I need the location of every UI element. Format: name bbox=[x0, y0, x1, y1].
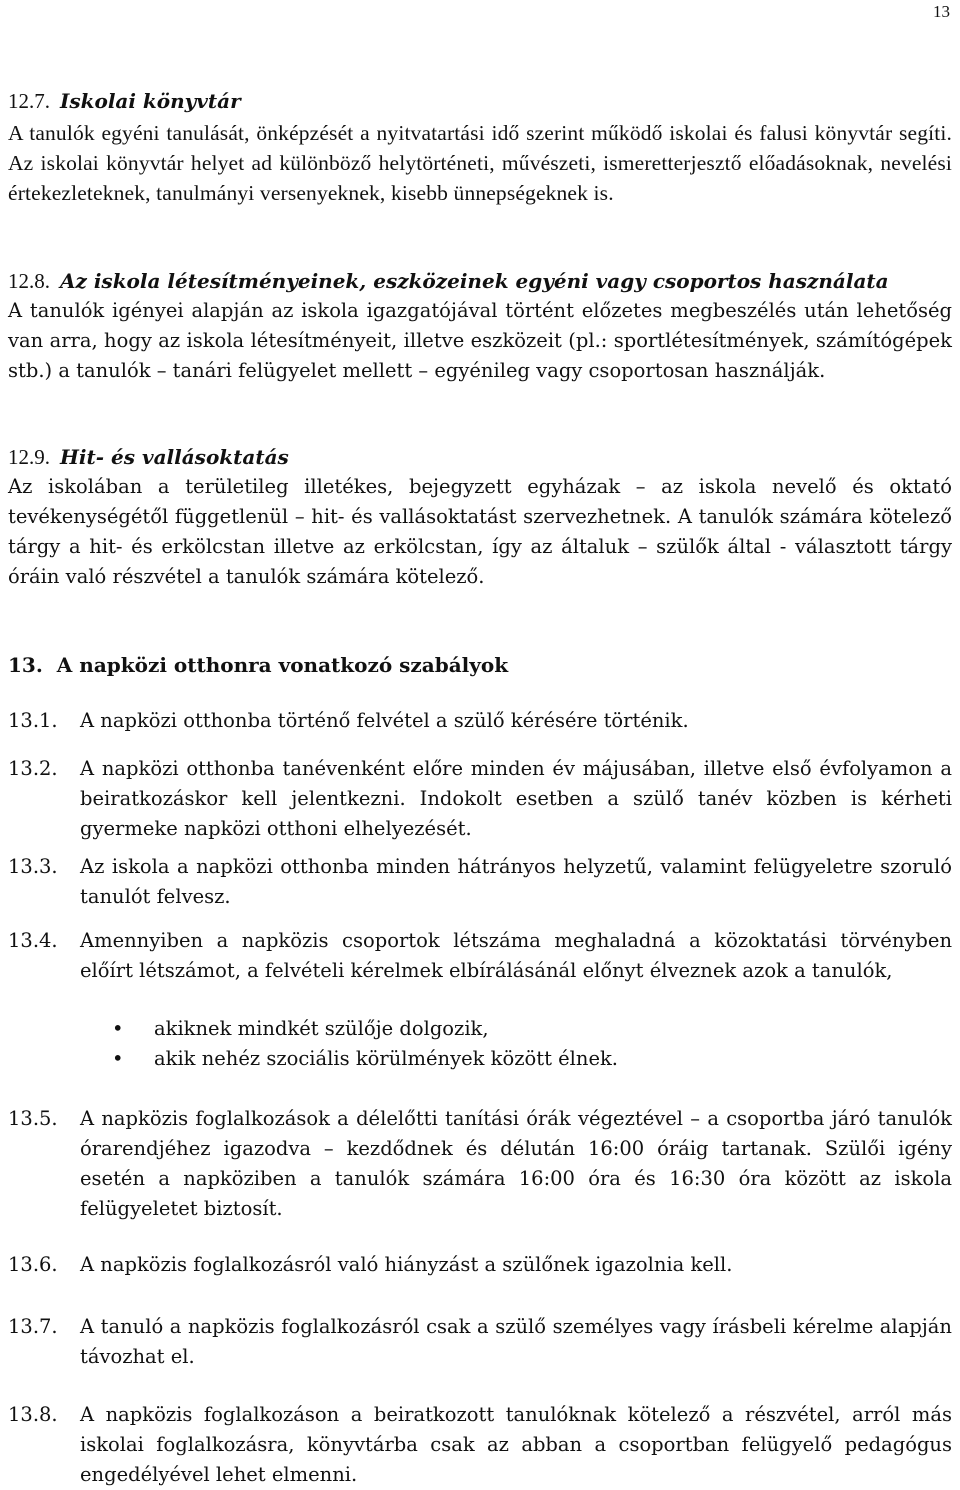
item-number: 13.8. bbox=[8, 1403, 58, 1426]
section-12-9-body: Az iskolában a területileg illetékes, bejegyzett egyházak – az iskola nevelő és oktató tevékenységétől függetlenül – hit- és vallásoktatást szervezhetnek. A tanulók számára kötelező tárgy a hit- és erkölcstan illetve az erkölcstan, így az általuk – szülők által - választott tárgy óráin való részvétel a tanulók számára kötelező. bbox=[8, 475, 952, 588]
list-item bbox=[8, 706, 952, 736]
section-12-8-body: A tanulók igényei alapján az iskola igazgatójával történt előzetes megbeszélés után lehetőség van arra, hogy az iskola létesítményeit, illetve eszközeit (pl.: sportlétesítmények, számítógépek stb.) a tanulók – tanári felügyelet mellett – egyénileg vagy csoportosan használják. bbox=[8, 299, 952, 382]
section-12-7-body: A tanulók egyéni tanulását, önképzését a nyitvatartási idő szerint működő iskolai és falusi könyvtár segíti. Az iskolai könyvtár helyet ad különböző helytörténeti, művészeti, ismeretterjesztő előadásoknak, nevelési értekezleteknek, tanulmányi versenyeknek, kisebb ünnepségeknek is. bbox=[8, 121, 952, 205]
section-number: 12.8. bbox=[8, 269, 50, 293]
section-title: Hit- és vallásoktatás bbox=[60, 445, 289, 469]
list-item bbox=[8, 926, 952, 986]
bullet-item bbox=[112, 1014, 952, 1044]
section-13-heading bbox=[8, 650, 952, 680]
item-text: A napközi otthonba tanévenként előre minden év májusában, illetve első évfolyamon a beiratkozáskor kell jelentkezni. Indokolt esetben a szülő tanév közben is kérheti gyermeke napközi otthoni elhelyezését. bbox=[80, 757, 952, 840]
bullet-item bbox=[112, 1044, 952, 1074]
list-item bbox=[8, 1400, 952, 1490]
list-item bbox=[8, 852, 952, 912]
bullet-icon: • bbox=[112, 1047, 124, 1070]
item-text: A napközis foglalkozásról való hiányzást a szülőnek igazolnia kell. bbox=[80, 1253, 733, 1276]
item-number: 13.4. bbox=[8, 929, 58, 952]
item-text: A napközi otthonba történő felvétel a szülő kérésére történik. bbox=[80, 709, 689, 732]
section-12-9-heading bbox=[8, 442, 952, 472]
item-text: A napközis foglalkozáson a beiratkozott tanulóknak kötelező a részvétel, arról más iskolai foglalkozásra, könyvtárba csak az abban a csoportban felügyelő pedagógus engedélyével lehet elmenni. bbox=[80, 1403, 952, 1486]
item-number: 13.6. bbox=[8, 1253, 58, 1276]
item-number: 13.5. bbox=[8, 1107, 58, 1130]
section-title: Iskolai könyvtár bbox=[60, 89, 241, 113]
item-text: A tanuló a napközis foglalkozásról csak a szülő személyes vagy írásbeli kérelme alapján távozhat el. bbox=[80, 1315, 952, 1368]
list-item bbox=[8, 1312, 952, 1372]
list-item bbox=[8, 1250, 952, 1280]
section-12-7-heading bbox=[8, 86, 952, 116]
item-number: 13.3. bbox=[8, 855, 58, 878]
item-text: Amennyiben a napközis csoportok létszáma meghaladná a közoktatási törvényben előírt létszámot, a felvételi kérelmek elbírálásánál előnyt élveznek azok a tanulók, bbox=[80, 929, 952, 982]
section-number: 12.7. bbox=[8, 89, 50, 113]
section-title: A napközi otthonra vonatkozó szabályok bbox=[56, 653, 509, 677]
page-number: 13 bbox=[933, 2, 950, 21]
item-number: 13.2. bbox=[8, 757, 58, 780]
section-12-8-heading bbox=[8, 266, 952, 296]
section-title: Az iskola létesítményeinek, eszközeinek egyéni vagy csoportos használata bbox=[60, 269, 889, 293]
bullet-text: akik nehéz szociális körülmények között élnek. bbox=[154, 1047, 619, 1070]
item-number: 13.7. bbox=[8, 1315, 58, 1338]
section-number: 12.9. bbox=[8, 445, 50, 469]
bullet-text: akiknek mindkét szülője dolgozik, bbox=[154, 1017, 489, 1040]
bullet-icon: • bbox=[112, 1017, 124, 1040]
item-number: 13.1. bbox=[8, 709, 58, 732]
list-item bbox=[8, 754, 952, 844]
bullet-list bbox=[112, 1014, 952, 1074]
section-number: 13. bbox=[8, 653, 43, 677]
item-text: Az iskola a napközi otthonba minden hátrányos helyzetű, valamint felügyeletre szoruló tanulót felvesz. bbox=[80, 855, 952, 908]
item-text: A napközis foglalkozások a délelőtti tanítási órák végeztével – a csoportba járó tanulók órarendjéhez igazodva – kezdődnek és délután 16:00 óráig tartanak. Szülői igény esetén a napköziben a tanulók számára 16:00 óra és 16:30 óra között az iskola felügyeletet biztosít. bbox=[80, 1107, 952, 1220]
list-item bbox=[8, 1104, 952, 1224]
